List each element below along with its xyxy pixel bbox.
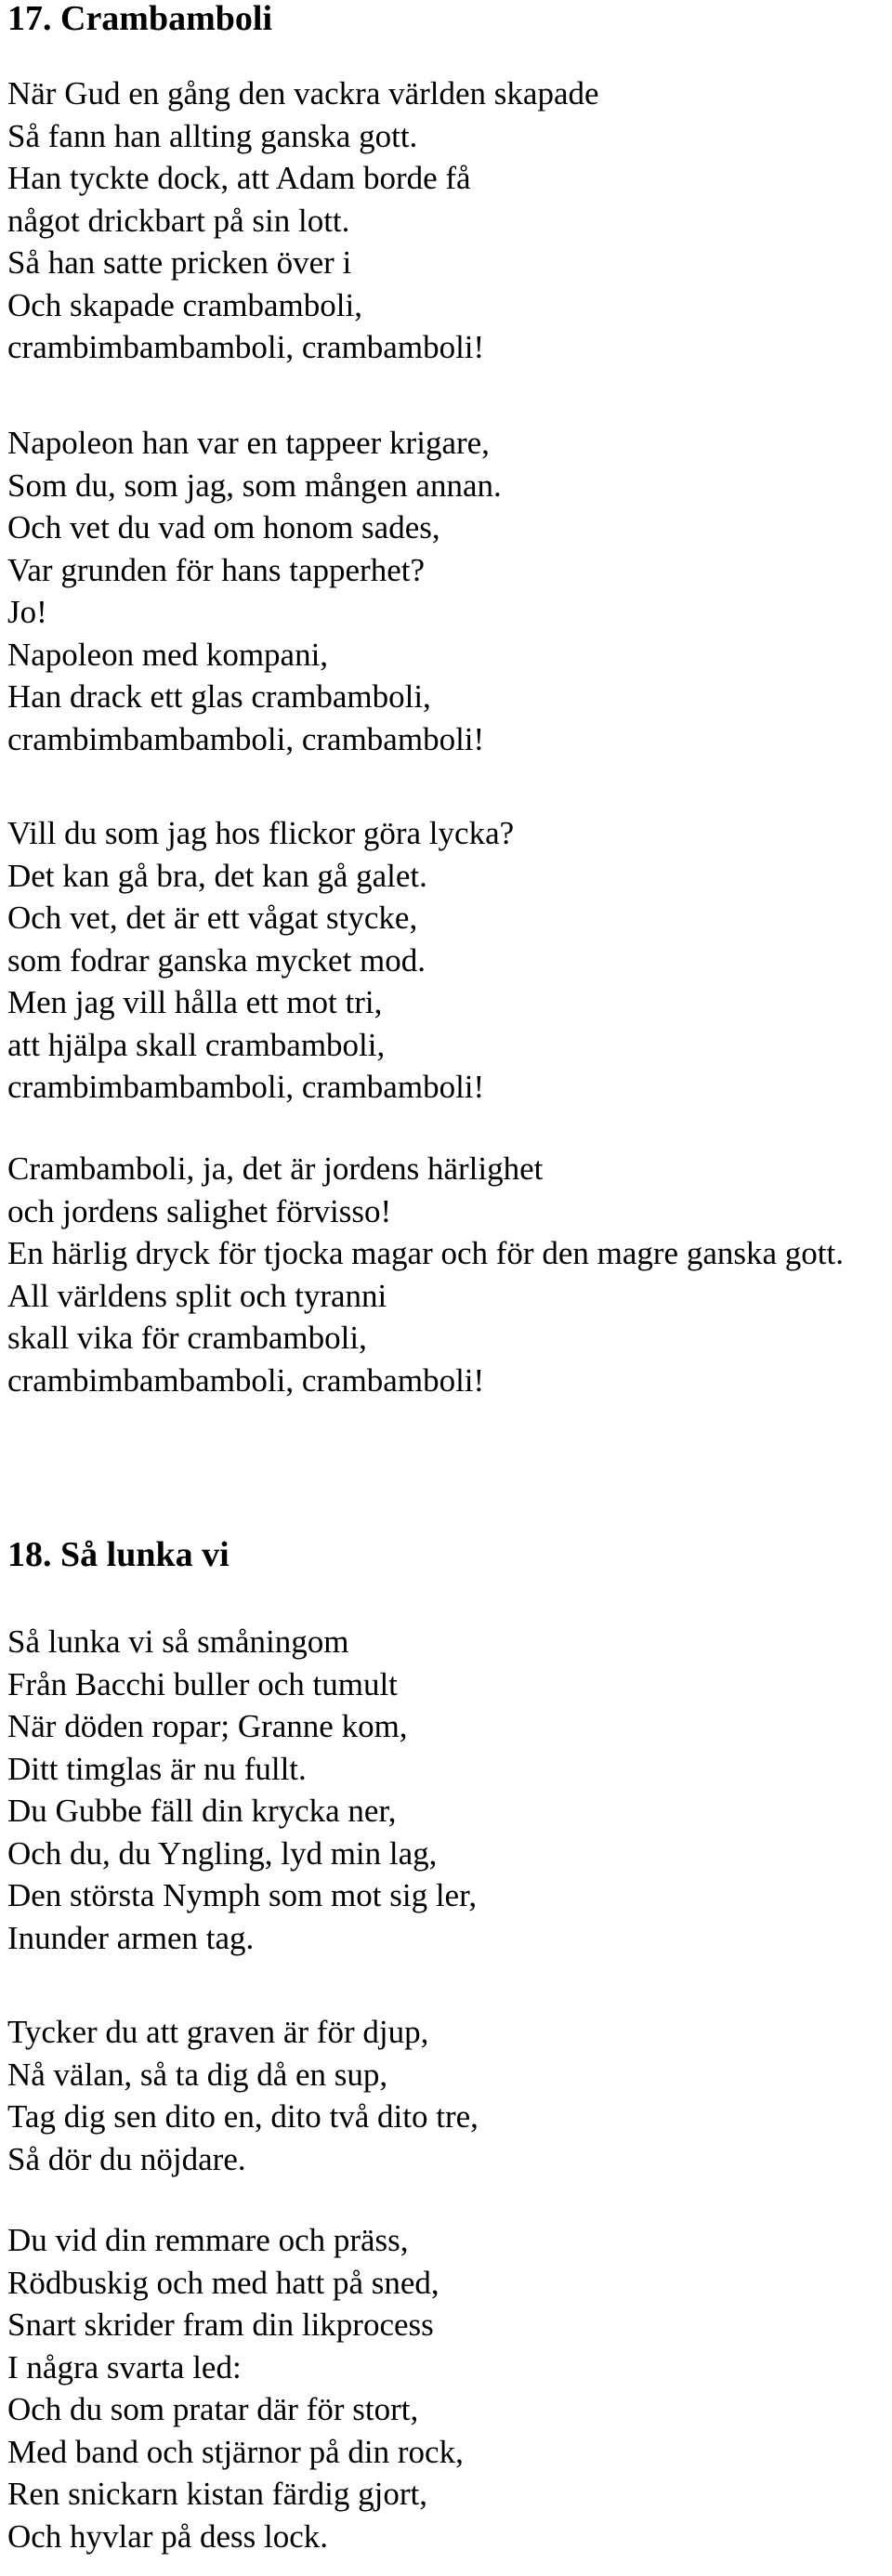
stanza (7, 422, 502, 760)
verse-line: Ren snickarn kistan färdig gjort, (7, 2476, 427, 2512)
verse-line: Men jag vill hålla ett mot tri, (7, 984, 383, 1020)
verse-line: Nå välan, så ta dig då en sup, (7, 2056, 388, 2093)
verse-line: skall vika för crambamboli, (7, 1320, 367, 1356)
verse-line: som fodrar ganska mycket mod. (7, 941, 426, 979)
verse-line: När Gud en gång den vackra världen skapade (7, 75, 599, 112)
verse-line: Med band och stjärnor på din rock, (7, 2433, 464, 2470)
verse-line: crambimbambamboli, crambamboli! (7, 329, 485, 365)
song-17 (7, 1, 272, 38)
stanza (7, 2011, 479, 2180)
verse-line: Jo! (7, 594, 47, 630)
verse-line: Den största Nymph som mot sig ler, (7, 1877, 478, 1913)
verse-line: crambimbambamboli, crambamboli! (7, 1361, 485, 1399)
verse-line: crambimbambamboli, crambamboli! (7, 1069, 485, 1105)
verse-line: Inunder armen tag. (7, 1919, 255, 1956)
stanza (7, 812, 514, 1109)
verse-line: Det kan gå bra, det kan gå galet. (7, 857, 427, 894)
verse-line: Och du som pratar där för stort, (7, 2391, 419, 2427)
verse-line: Så dör du nöjdare. (7, 2140, 246, 2177)
verse-line: Och vet du vad om honom sades, (7, 509, 440, 545)
verse-line: Och skapade crambamboli, (7, 286, 362, 323)
verse-line: crambimbambamboli, crambamboli! (7, 720, 485, 757)
verse-line: Vill du som jag hos flickor göra lycka? (7, 815, 515, 851)
verse-line: Rödbuskig och med hatt på sned, (7, 2264, 439, 2301)
verse-line: Snart skrider fram din likprocess (7, 2307, 434, 2343)
verse-line: Var grunden för hans tapperhet? (7, 551, 425, 588)
verse-line: I några svarta led: (7, 2348, 242, 2385)
song-title: 18. Så lunka vi (7, 1535, 230, 1574)
verse-line: Och hyvlar på dess lock. (7, 2517, 329, 2555)
verse-line: Tycker du att graven är för djup, (7, 2014, 429, 2050)
verse-line: En härlig dryck för tjocka magar och för den magre ganska gott. (7, 1235, 844, 1271)
verse-line: att hjälpa skall crambamboli, (7, 1026, 386, 1063)
stanza (7, 72, 599, 369)
verse-line: Napoleon han var en tappeer krigare, (7, 425, 490, 461)
verse-line: Tag dig sen dito en, dito två dito tre, (7, 2098, 479, 2135)
verse-line: Så fann han allting ganska gott. (7, 117, 418, 154)
song-title: 17. Crambamboli (7, 0, 272, 38)
verse-line: Ditt timglas är nu fullt. (7, 1750, 307, 1787)
stanza (7, 1621, 477, 1959)
verse-line: Och vet, det är ett vågat stycke, (7, 900, 418, 936)
verse-line: När döden ropar; Granne kom, (7, 1708, 408, 1744)
verse-line: Från Bacchi buller och tumult (7, 1665, 398, 1702)
verse-line: Napoleon med kompani, (7, 636, 329, 673)
verse-line: Han tyckte dock, att Adam borde få (7, 160, 471, 196)
verse-line: Du Gubbe fäll din krycka ner, (7, 1793, 397, 1829)
song-18 (7, 1537, 230, 1574)
verse-line: All världens split och tyranni (7, 1277, 387, 1314)
verse-line: Så lunka vi så småningom (7, 1623, 349, 1660)
verse-line: Och du, du Yngling, lyd min lag, (7, 1834, 438, 1872)
verse-line: och jordens salighet förvisso! (7, 1192, 392, 1229)
verse-line: Crambamboli, ja, det är jordens härlighet (7, 1150, 544, 1187)
stanza (7, 1148, 890, 1401)
verse-line: Så han satte pricken över i (7, 244, 352, 281)
verse-line: Du vid din remmare och präss, (7, 2222, 409, 2258)
stanza (7, 2219, 464, 2557)
verse-line: Som du, som jag, som mången annan. (7, 467, 502, 504)
verse-line: något drickbart på sin lott. (7, 202, 350, 239)
verse-line: Han drack ett glas crambamboli, (7, 678, 431, 715)
